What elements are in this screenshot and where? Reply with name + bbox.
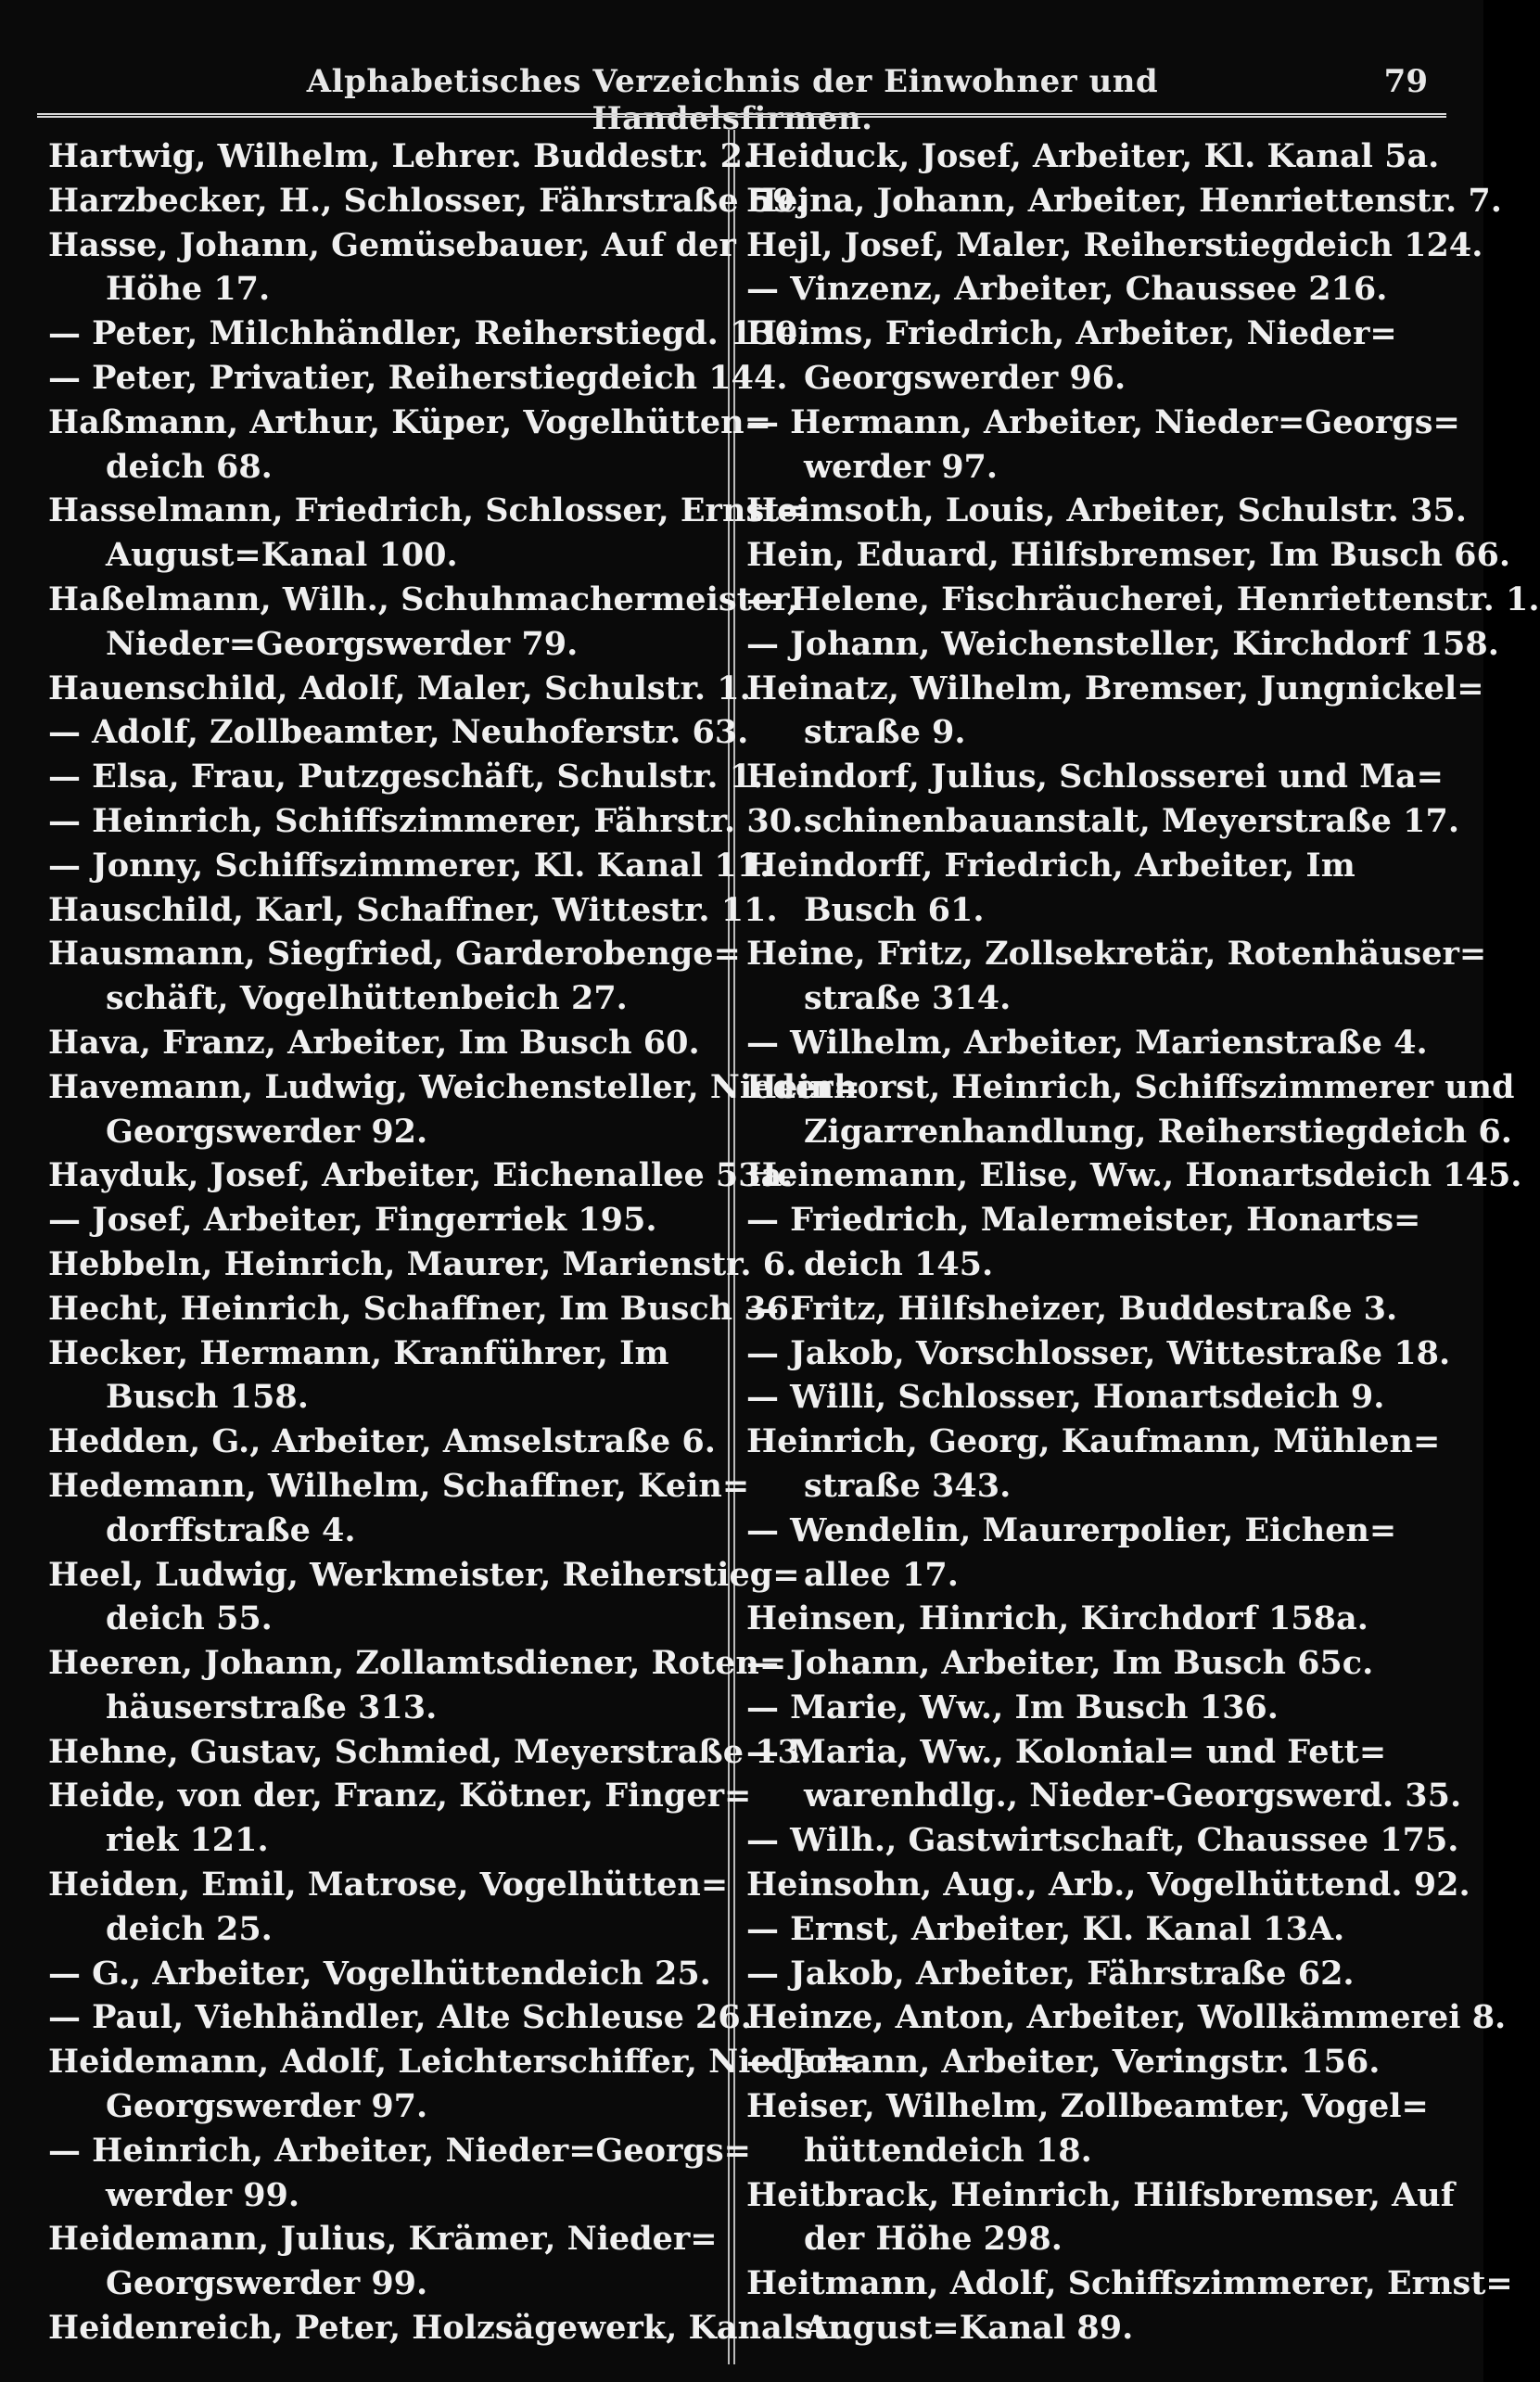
directory-entry-line: schäft, Vogelhüttenbeich 27. (106, 979, 628, 1018)
directory-entry-line: Hedden, G., Arbeiter, Amselstraße 6. (48, 1422, 716, 1461)
directory-entry-line: der Höhe 298. (804, 2220, 1063, 2259)
directory-entry-line: deich 68. (106, 447, 273, 486)
directory-entry-line: Georgswerder 97. (106, 2087, 428, 2126)
left-column (48, 134, 860, 2369)
directory-entry-line: Haßmann, Arthur, Küper, Vogelhütten= (48, 402, 771, 441)
directory-entry-line: — Johann, Arbeiter, Veringstr. 156. (746, 2043, 1381, 2082)
directory-entry-line: schinenbauanstalt, Meyerstraße 17. (804, 801, 1460, 840)
directory-entry-line: — Fritz, Hilfsheizer, Buddestraße 3. (746, 1289, 1398, 1328)
directory-entry-line: — Elsa, Frau, Putzgeschäft, Schulstr. 1. (48, 758, 764, 796)
directory-entry-line: Hasselmann, Friedrich, Schlosser, Ernst= (48, 491, 807, 530)
directory-entry-line: Heinrich, Georg, Kaufmann, Mühlen= (746, 1422, 1441, 1461)
directory-entry-line: — Marie, Ww., Im Busch 136. (746, 1688, 1279, 1726)
directory-entry-line: Hein, Eduard, Hilfsbremser, Im Busch 66. (746, 536, 1511, 575)
directory-entry-line: Haßelmann, Wilh., Schuhmachermeister, (48, 580, 799, 618)
directory-entry-line: — Peter, Milchhändler, Reiherstiegd. 130. (48, 314, 809, 353)
directory-entry-line: deich 55. (106, 1599, 273, 1638)
directory-entry-line: Heidenreich, Peter, Holzsägewerk, Kanalstr. (48, 2309, 854, 2348)
directory-entry-line: deich 25. (106, 1909, 273, 1948)
directory-entry-line: Heine, Fritz, Zollsekretär, Rotenhäuser= (746, 935, 1487, 974)
directory-entry-line: August=Kanal 100. (106, 536, 458, 575)
directory-entry-line: — Paul, Viehhändler, Alte Schleuse 26. (48, 1998, 752, 2037)
directory-entry-line: — Hermann, Arbeiter, Nieder=Georgs= (746, 402, 1460, 441)
directory-entry-line: — G., Arbeiter, Vogelhüttendeich 25. (48, 1954, 711, 1993)
directory-entry-line: — Josef, Arbeiter, Fingerriek 195. (48, 1201, 657, 1240)
directory-entry-line: warenhdlg., Nieder-Georgswerd. 35. (804, 1777, 1462, 1815)
directory-entry-line: Heidemann, Adolf, Leichterschiffer, Nieder= (48, 2043, 859, 2082)
directory-entry-line: — Wendelin, Maurerpolier, Eichen= (746, 1510, 1397, 1549)
directory-entry-line: allee 17. (804, 1555, 959, 1594)
page-title: Alphabetisches Verzeichnis der Einwohner und Handelsfirmen. (306, 63, 1159, 137)
directory-entry-line: Hedemann, Wilhelm, Schaffner, Kein= (48, 1466, 750, 1505)
directory-entry-line: Havemann, Ludwig, Weichensteller, Nieder= (48, 1067, 860, 1106)
directory-entry-line: Hejl, Josef, Maler, Reiherstiegdeich 124. (746, 225, 1483, 264)
directory-entry-line: Zigarrenhandlung, Reiherstiegdeich 6. (804, 1112, 1512, 1151)
directory-entry-line: — Jonny, Schiffszimmerer, Kl. Kanal 11. (48, 846, 771, 885)
directory-entry-line: Heitmann, Adolf, Schiffszimmerer, Ernst= (746, 2264, 1513, 2303)
directory-entry-line: — Peter, Privatier, Reiherstiegdeich 144. (48, 358, 788, 397)
directory-entry-line: Heindorf, Julius, Schlosserei und Ma= (746, 758, 1444, 796)
directory-entry-line: — Wilh., Gastwirtschaft, Chaussee 175. (746, 1821, 1459, 1860)
directory-entry-line: Georgswerder 99. (106, 2264, 428, 2303)
directory-entry-line: straße 314. (804, 979, 1012, 1018)
directory-entry-line: Harzbecker, H., Schlosser, Fährstraße 59. (48, 181, 807, 220)
directory-entry-line: Hava, Franz, Arbeiter, Im Busch 60. (48, 1023, 700, 1062)
directory-entry-line: Nieder=Georgswerder 79. (106, 624, 579, 663)
directory-entry-line: Georgswerder 92. (106, 1112, 428, 1151)
directory-entry-line: — Heinrich, Arbeiter, Nieder=Georgs= (48, 2131, 751, 2170)
directory-entry-line: August=Kanal 89. (804, 2309, 1134, 2348)
directory-entry-line: — Johann, Weichensteller, Kirchdorf 158. (746, 624, 1499, 663)
directory-entry-line: Hebbeln, Heinrich, Maurer, Marienstr. 6. (48, 1244, 797, 1283)
directory-entry-line: Höhe 17. (106, 270, 271, 309)
directory-entry-line: Hayduk, Josef, Arbeiter, Eichenallee 53a. (48, 1156, 794, 1195)
page-header (37, 57, 1446, 137)
page-number: 79 (1383, 63, 1428, 100)
directory-entry-line: Busch 61. (804, 890, 985, 929)
directory-entry-line: Heindorff, Friedrich, Arbeiter, Im (746, 846, 1355, 885)
directory-entry-line: Heims, Friedrich, Arbeiter, Nieder= (746, 314, 1397, 353)
directory-entry-line: straße 343. (804, 1466, 1012, 1505)
directory-entry-line: Hartwig, Wilhelm, Lehrer. Buddestr. 2. (48, 137, 755, 175)
directory-entry-line: werder 99. (106, 2175, 300, 2214)
header-rule (37, 113, 1446, 118)
directory-entry-line: Busch 158. (106, 1378, 309, 1417)
right-column (746, 134, 1540, 2369)
directory-entry-line: Heinsen, Hinrich, Kirchdorf 158a. (746, 1599, 1368, 1638)
directory-entry-line: — Vinzenz, Arbeiter, Chaussee 216. (746, 270, 1388, 309)
directory-entry-line: Hauenschild, Adolf, Maler, Schulstr. 1. (48, 669, 751, 707)
directory-entry-line: Heinatz, Wilhelm, Bremser, Jungnickel= (746, 669, 1484, 707)
directory-entry-line: Heiser, Wilhelm, Zollbeamter, Vogel= (746, 2087, 1429, 2126)
directory-entry-line: Heinsohn, Aug., Arb., Vogelhüttend. 92. (746, 1866, 1470, 1904)
directory-entry-line: Hauschild, Karl, Schaffner, Wittestr. 11. (48, 890, 778, 929)
directory-entry-line: Hecker, Hermann, Kranführer, Im (48, 1333, 669, 1372)
directory-entry-line: — Willi, Schlosser, Honartsdeich 9. (746, 1378, 1385, 1417)
directory-entry-line: Heeren, Johann, Zollamtsdiener, Roten= (48, 1644, 787, 1683)
directory-entry-line: Heidemann, Julius, Krämer, Nieder= (48, 2220, 718, 2259)
directory-entry-line: Heel, Ludwig, Werkmeister, Reiherstieg= (48, 1555, 800, 1594)
directory-entry-line: Georgswerder 96. (804, 358, 1126, 397)
directory-entry-line: Heimsoth, Louis, Arbeiter, Schulstr. 35. (746, 491, 1467, 530)
directory-entry-line: dorffstraße 4. (106, 1510, 356, 1549)
directory-entry-line: Heitbrack, Heinrich, Hilfsbremser, Auf (746, 2175, 1455, 2214)
directory-entry-line: deich 145. (804, 1244, 994, 1283)
directory-entry-line: Hasse, Johann, Gemüsebauer, Auf der (48, 225, 736, 264)
directory-entry-line: Heinze, Anton, Arbeiter, Wollkämmerei 8. (746, 1998, 1507, 2037)
directory-entry-line: Hausmann, Siegfried, Garderobenge= (48, 935, 741, 974)
directory-entry-line: — Adolf, Zollbeamter, Neuhoferstr. 63. (48, 713, 749, 752)
directory-entry-line: Heinemann, Elise, Ww., Honartsdeich 145. (746, 1156, 1522, 1195)
directory-entry-line: Heide, von der, Franz, Kötner, Finger= (48, 1777, 752, 1815)
directory-entry-line: — Friedrich, Malermeister, Honarts= (746, 1201, 1421, 1240)
directory-entry-line: — Helene, Fischräucherei, Henriettenstr. 1. (746, 580, 1540, 618)
directory-entry-line: — Jakob, Arbeiter, Fährstraße 62. (746, 1954, 1355, 1993)
directory-entry-line: — Wilhelm, Arbeiter, Marienstraße 4. (746, 1023, 1428, 1062)
directory-entry-line: werder 97. (804, 447, 999, 486)
directory-entry-line: — Heinrich, Schiffszimmerer, Fährstr. 30. (48, 801, 804, 840)
directory-entry-line: Hehne, Gustav, Schmied, Meyerstraße 13. (48, 1732, 812, 1771)
directory-entry-line: straße 9. (804, 713, 966, 752)
directory-entry-line: — Jakob, Vorschlosser, Wittestraße 18. (746, 1333, 1451, 1372)
directory-entry-line: Heiduck, Josef, Arbeiter, Kl. Kanal 5a. (746, 137, 1440, 175)
directory-entry-line: — Johann, Arbeiter, Im Busch 65c. (746, 1644, 1374, 1683)
directory-entry-line: — Maria, Ww., Kolonial= und Fett= (746, 1732, 1387, 1771)
directory-entry-line: Hecht, Heinrich, Schaffner, Im Busch 36. (48, 1289, 801, 1328)
directory-entry-line: — Ernst, Arbeiter, Kl. Kanal 13A. (746, 1909, 1345, 1948)
directory-entry-line: Hejna, Johann, Arbeiter, Henriettenstr. 7. (746, 181, 1502, 220)
directory-entry-line: riek 121. (106, 1821, 269, 1860)
directory-entry-line: hüttendeich 18. (804, 2131, 1092, 2170)
directory-entry-line: häuserstraße 313. (106, 1688, 438, 1726)
directory-entry-line: Heinhorst, Heinrich, Schiffszimmerer und (746, 1067, 1515, 1106)
directory-entry-line: Heiden, Emil, Matrose, Vogelhütten= (48, 1866, 729, 1904)
